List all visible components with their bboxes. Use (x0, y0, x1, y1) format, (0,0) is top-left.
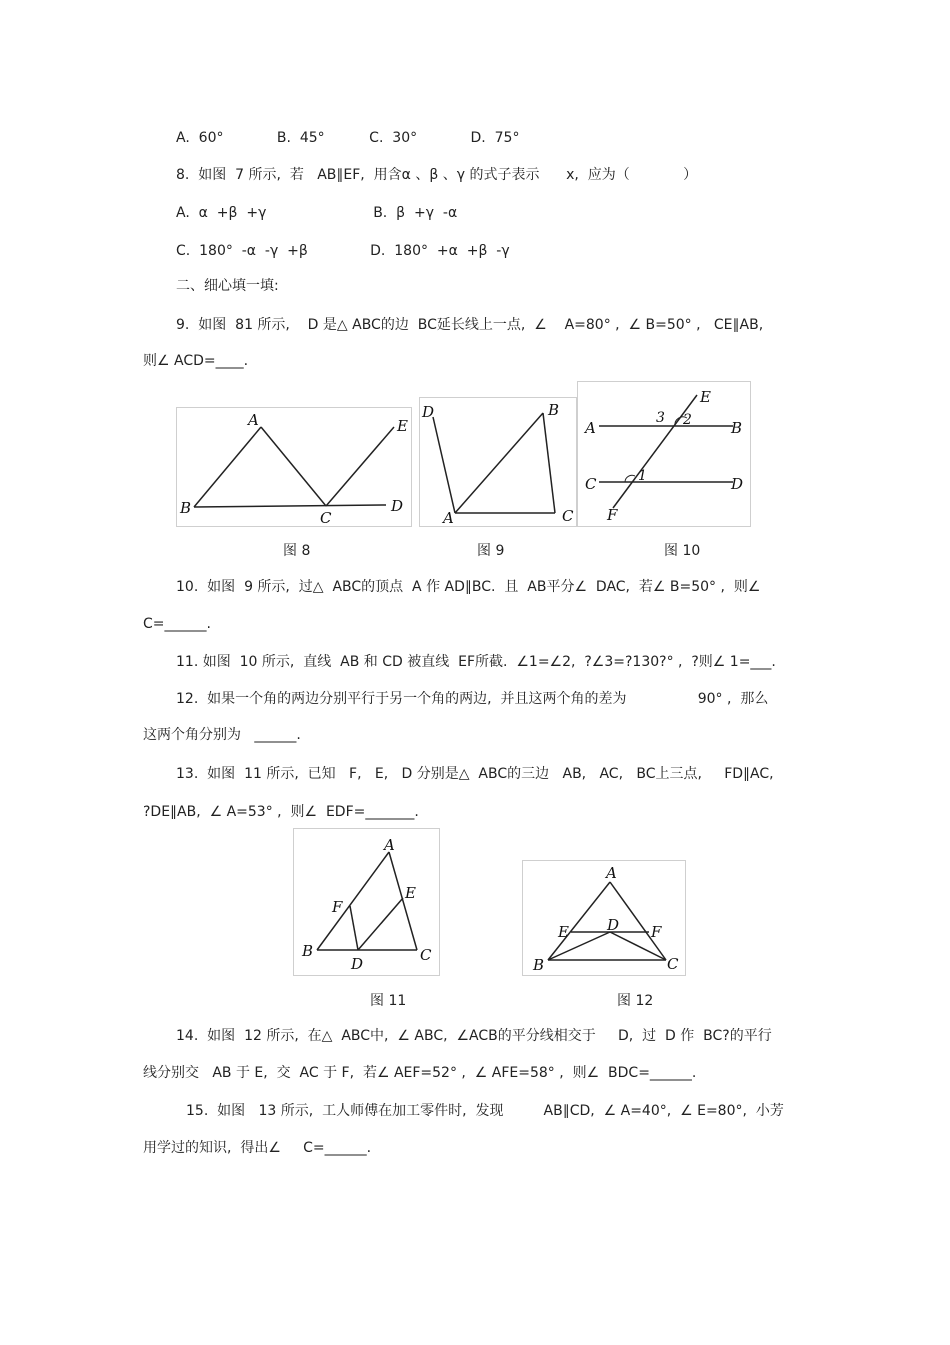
fig8-label-d: D (391, 497, 404, 515)
q14-line2: 线分别交 AB 于 E, 交 AC 于 F, 若∠ AEF=52° , ∠ AFE=58° , 则∠ BDC=______. (143, 1065, 697, 1081)
fig10-label-d: D (731, 475, 744, 493)
caption-fig12: 图 12 (617, 993, 654, 1009)
fig9-label-c: C (562, 507, 574, 525)
fig12-label-e: E (558, 923, 569, 941)
q15-line2: 用学过的知识, 得出∠ C=______. (143, 1140, 372, 1156)
fig11-label-e: E (405, 884, 416, 902)
q12-line2: 这两个角分别为 ______. (143, 727, 301, 743)
fig11-label-f: F (332, 898, 343, 916)
q15-line1: 15. 如图 13 所示, 工人师傅在加工零件时, 发现 AB∥CD, ∠ A=40°, ∠ E=80°, 小芳 (186, 1103, 784, 1119)
fig10-angle-2: 2 (683, 412, 692, 428)
caption-fig11: 图 11 (370, 993, 407, 1009)
q10-line1: 10. 如图 9 所示, 过△ ABC的顶点 A 作 AD∥BC. 且 AB平分∠ DAC, 若∠ B=50° , 则∠ (176, 579, 761, 595)
figure-11 (293, 828, 440, 976)
figure-9 (419, 397, 577, 527)
q13-line1: 13. 如图 11 所示, 已知 F, E, D 分别是△ ABC的三边 AB, AC, BC上三点, FD∥AC, (176, 766, 774, 782)
fig10-angle-1: 1 (638, 468, 647, 484)
fig12-label-b: B (533, 956, 545, 974)
q12-line1: 12. 如果一个角的两边分别平行于另一个角的两边, 并且这两个角的差为 90° , 那么 (176, 691, 769, 707)
fig9-label-a: A (443, 509, 454, 527)
q8-options-cd: C. 180° -α -γ +β D. 180° +α +β -γ (176, 243, 510, 259)
q8-question: 8. 如图 7 所示, 若 AB∥EF, 用含α 、β 、γ 的式子表示 x, 应为（ ） (176, 167, 698, 183)
caption-fig8: 图 8 (283, 543, 311, 559)
figure-12 (522, 860, 686, 976)
fig10-label-e: E (700, 388, 711, 406)
fig10-angle-3: 3 (656, 410, 665, 426)
q8-options-ab: A. α +β +γ B. β +γ -α (176, 205, 458, 221)
figure-10 (577, 381, 751, 527)
fig8-label-b: B (180, 499, 192, 517)
figure-8 (176, 407, 412, 527)
q9-line2: 则∠ ACD=____. (143, 353, 249, 369)
fig10-label-f: F (607, 506, 618, 524)
fig9-label-d: D (422, 403, 435, 421)
q10-line2: C=______. (143, 616, 211, 632)
fig11-label-d: D (351, 955, 364, 973)
fig12-label-d: D (607, 916, 620, 934)
fig11-label-b: B (302, 942, 314, 960)
fig12-label-a: A (606, 864, 617, 882)
fig9-label-b: B (548, 401, 560, 419)
fig8-label-c: C (320, 509, 332, 527)
q13-line2: ?DE∥AB, ∠ A=53° , 则∠ EDF=_______. (143, 804, 419, 820)
section-two-heading: 二、细心填一填: (176, 278, 279, 294)
fig12-label-f: F (651, 923, 662, 941)
fig11-label-c: C (420, 946, 432, 964)
fig8-label-a: A (248, 411, 259, 429)
q7-options: A. 60° B. 45° C. 30° D. 75° (176, 130, 520, 146)
fig10-label-b: B (731, 419, 743, 437)
fig8-label-e: E (397, 417, 408, 435)
fig10-label-a: A (585, 419, 596, 437)
fig10-label-c: C (585, 475, 597, 493)
q9-line1: 9. 如图 81 所示, D 是△ ABC的边 BC延长线上一点, ∠ A=80° , ∠ B=50° , CE∥AB, (176, 317, 764, 333)
q11-line1: 11. 如图 10 所示, 直线 AB 和 CD 被直线 EF所截. ∠1=∠2, ?∠3=?130?° , ?则∠ 1=___. (176, 654, 776, 670)
fig11-label-a: A (384, 836, 395, 854)
q14-line1: 14. 如图 12 所示, 在△ ABC中, ∠ ABC, ∠ACB的平分线相交于 D, 过 D 作 BC?的平行 (176, 1028, 772, 1044)
fig12-label-c: C (667, 955, 679, 973)
caption-fig9: 图 9 (477, 543, 505, 559)
caption-fig10: 图 10 (664, 543, 701, 559)
